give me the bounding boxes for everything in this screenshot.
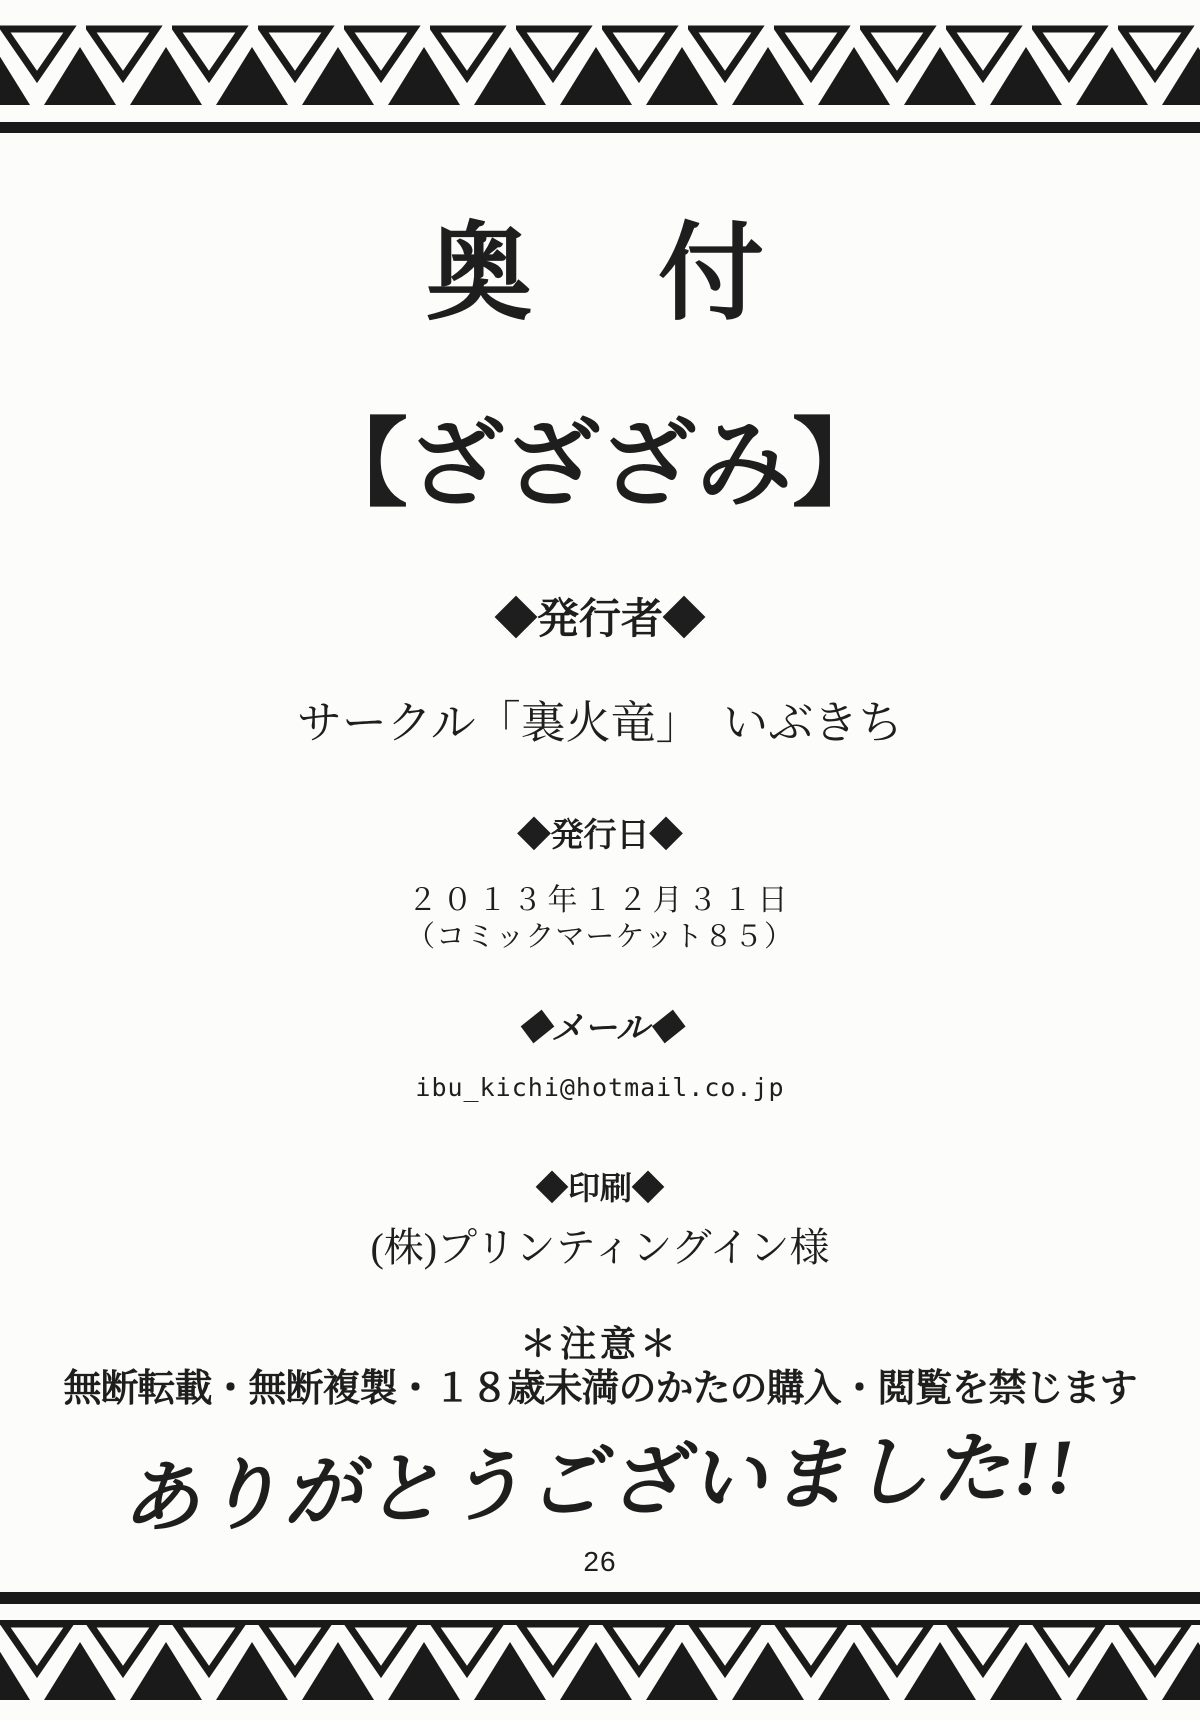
- thanks-message: ありがとうございました!!: [119, 1422, 1081, 1543]
- page-title: 奥 付: [426, 215, 774, 333]
- publication-date: ２０１３年１２月３１日: [407, 884, 793, 917]
- book-title: 【ざざざみ】: [312, 411, 888, 518]
- printing-heading: ◆印刷◆: [535, 1170, 664, 1206]
- mail-address: ibu_kichi@hotmail.co.jp: [415, 1073, 785, 1102]
- page-number: 26: [583, 1546, 617, 1577]
- notice-heading: ＊注意＊: [519, 1323, 680, 1364]
- publication-event: （コミックマーケット８５）: [406, 921, 794, 953]
- publication-date-heading: ◆発行日◆: [517, 816, 683, 853]
- triangle-border-bottom-icon: [0, 1592, 1200, 1704]
- triangle-border-top-icon: [0, 0, 1200, 135]
- printing-company: (株)プリンティングイン様: [370, 1225, 830, 1270]
- mail-heading: ◆メール◆: [517, 1011, 683, 1047]
- publisher-heading: ◆発行者◆: [494, 595, 705, 642]
- publisher-circle-name: サークル「裏火竜」 いぶきち: [296, 698, 904, 748]
- notice-text: 無断転載・無断複製・１８歳未満のかたの購入・閲覧を禁じます: [63, 1368, 1137, 1410]
